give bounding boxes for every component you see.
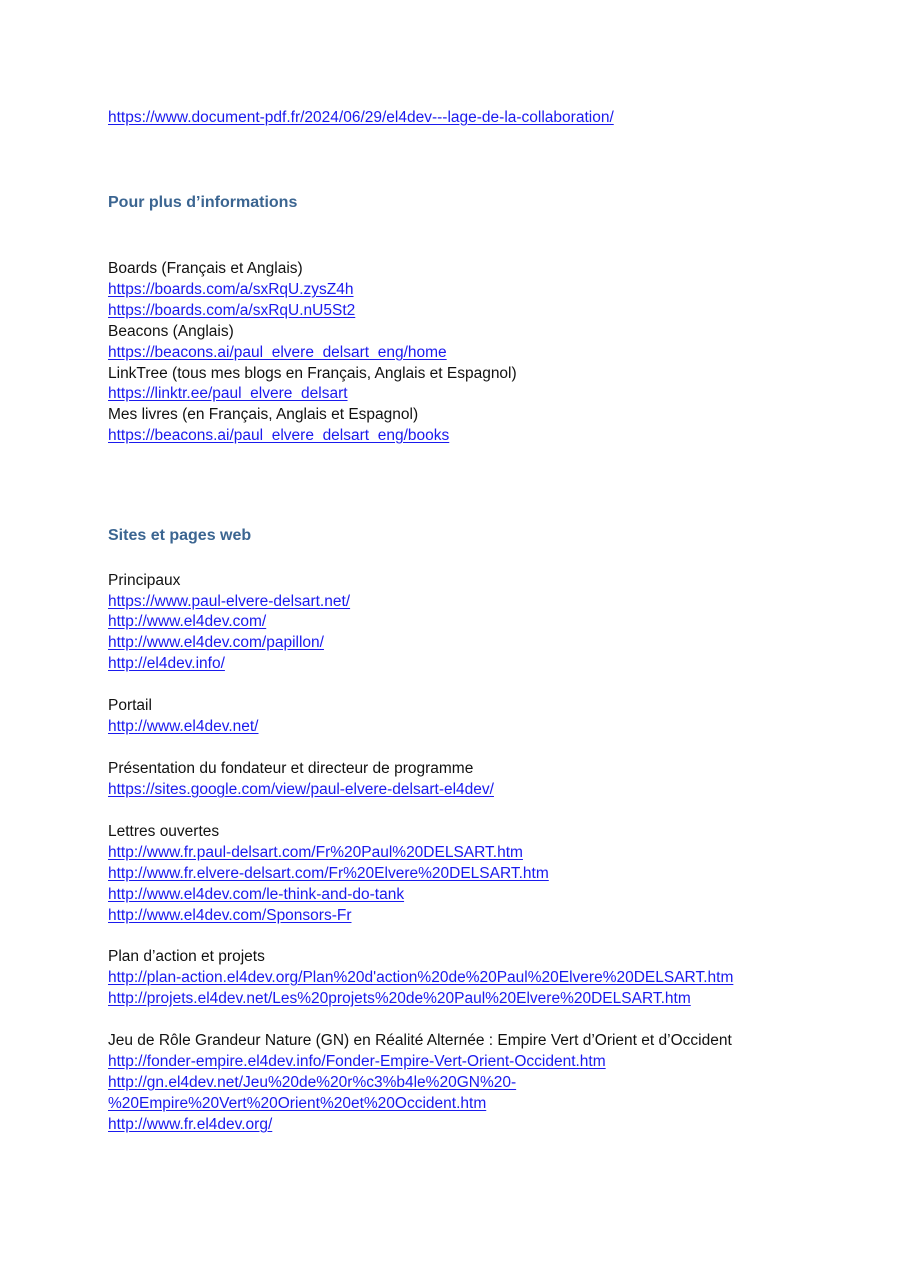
lettres-link[interactable]: http://www.fr.elvere-delsart.com/Fr%20Elvere%20DELSART.htm xyxy=(108,865,549,882)
boards-link-2[interactable]: https://boards.com/a/sxRqU.nU5St2 xyxy=(108,302,356,319)
presentation-link[interactable]: https://sites.google.com/view/paul-elvere-delsart-el4dev/ xyxy=(108,781,494,798)
lettres-label: Lettres ouvertes xyxy=(108,823,220,840)
plan-link[interactable]: http://projets.el4dev.net/Les%20projets%20de%20Paul%20Elvere%20DELSART.htm xyxy=(108,990,691,1007)
heading-sites: Sites et pages web xyxy=(108,527,252,544)
plan-link[interactable]: http://plan-action.el4dev.org/Plan%20d'action%20de%20Paul%20Elvere%20DELSART.htm xyxy=(108,969,734,986)
presentation-label: Présentation du fondateur et directeur de programme xyxy=(108,760,474,777)
plan-label: Plan d’action et projets xyxy=(108,948,265,965)
principaux-link[interactable]: http://www.el4dev.com/papillon/ xyxy=(108,634,324,651)
principaux-link[interactable]: http://www.el4dev.com/ xyxy=(108,613,267,630)
jeu-link-2-part1[interactable]: http://gn.el4dev.net/Jeu%20de%20r%c3%b4le%20GN%20- xyxy=(108,1074,517,1091)
books-label: Mes livres (en Français, Anglais et Espagnol) xyxy=(108,406,419,423)
jeu-label: Jeu de Rôle Grandeur Nature (GN) en Réalité Alternée : Empire Vert d’Orient et d’Occident xyxy=(108,1032,732,1049)
portail-label: Portail xyxy=(108,697,152,714)
lettres-link[interactable]: http://www.fr.paul-delsart.com/Fr%20Paul%20DELSART.htm xyxy=(108,844,523,861)
linktree-link[interactable]: https://linktr.ee/paul_elvere_delsart xyxy=(108,385,348,402)
jeu-link-2-part2[interactable]: %20Empire%20Vert%20Orient%20et%20Occident.htm xyxy=(108,1095,487,1112)
principaux-link[interactable]: https://www.paul-elvere-delsart.net/ xyxy=(108,593,351,610)
principaux-label: Principaux xyxy=(108,572,181,589)
beacons-label: Beacons (Anglais) xyxy=(108,323,234,340)
jeu-link-3[interactable]: http://www.fr.el4dev.org/ xyxy=(108,1116,273,1133)
boards-link-1[interactable]: https://boards.com/a/sxRqU.zysZ4h xyxy=(108,281,354,298)
heading-more-info: Pour plus d’informations xyxy=(108,194,298,211)
portail-link[interactable]: http://www.el4dev.net/ xyxy=(108,718,259,735)
jeu-link-1[interactable]: http://fonder-empire.el4dev.info/Fonder-Empire-Vert-Orient-Occident.htm xyxy=(108,1053,606,1070)
linktree-label: LinkTree (tous mes blogs en Français, Anglais et Espagnol) xyxy=(108,365,517,382)
beacons-link[interactable]: https://beacons.ai/paul_elvere_delsart_eng/home xyxy=(108,344,447,361)
boards-label: Boards (Français et Anglais) xyxy=(108,260,303,277)
top-link[interactable]: https://www.document-pdf.fr/2024/06/29/el4dev---lage-de-la-collaboration/ xyxy=(108,109,614,126)
principaux-link[interactable]: http://el4dev.info/ xyxy=(108,655,225,672)
books-link[interactable]: https://beacons.ai/paul_elvere_delsart_eng/books xyxy=(108,427,450,444)
lettres-link[interactable]: http://www.el4dev.com/le-think-and-do-tank xyxy=(108,886,405,903)
lettres-link[interactable]: http://www.el4dev.com/Sponsors-Fr xyxy=(108,907,352,924)
